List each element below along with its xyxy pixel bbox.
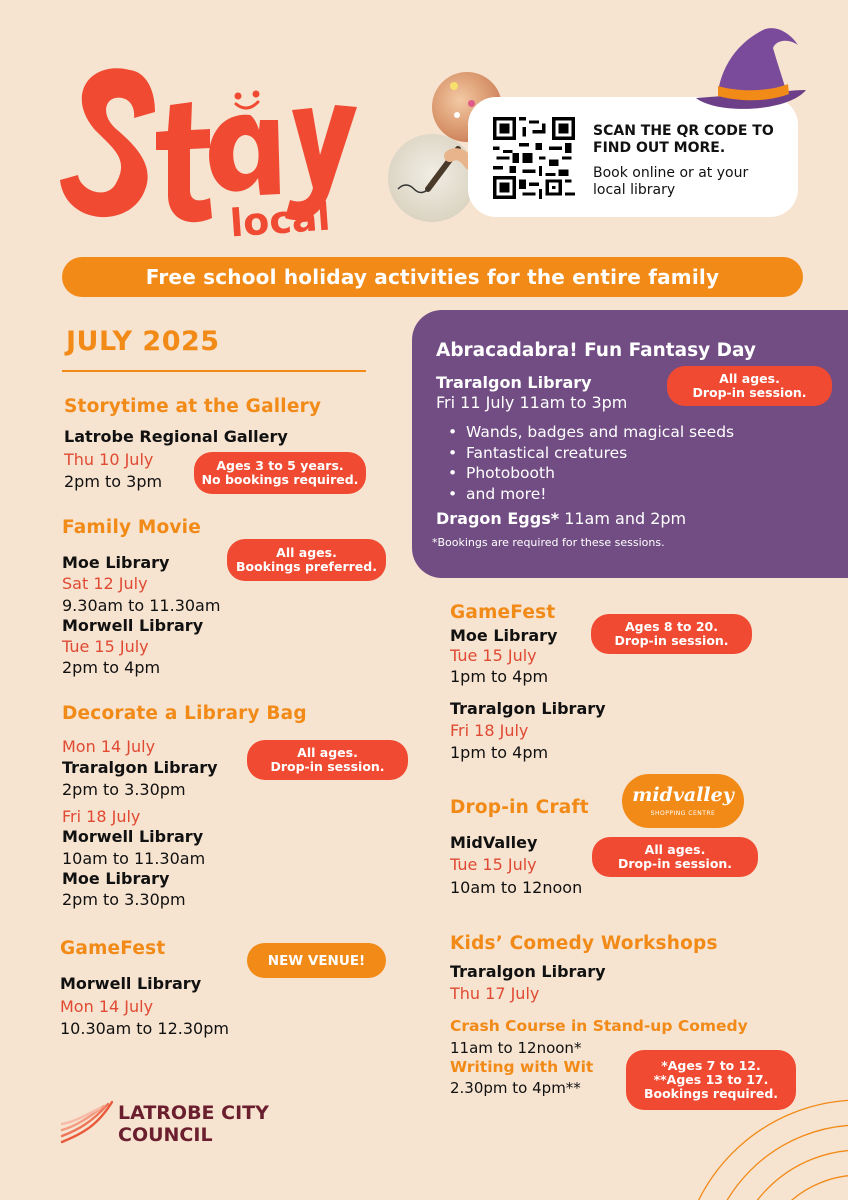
midvalley-logo-text: midvalley [632, 784, 734, 806]
bag-date-1: Mon 14 July [62, 737, 156, 756]
feature-venue: Traralgon Library [436, 373, 592, 392]
bag-date-2: Fri 18 July [62, 807, 141, 826]
gamefest-left-title: GameFest [60, 938, 166, 959]
craft-venue: MidValley [450, 833, 538, 852]
comedy-session-2: Writing with Wit [450, 1058, 594, 1076]
banner [62, 257, 803, 297]
svg-text:local: local [228, 194, 332, 246]
feature-note: *Bookings are required for these sessions. [432, 536, 665, 549]
storytime-time: 2pm to 3pm [64, 472, 163, 491]
movie-title: Family Movie [62, 517, 201, 538]
storytime-title: Storytime at the Gallery [64, 396, 322, 417]
banner-text: Free school holiday activities for the entire family [145, 265, 720, 289]
craft-time: 10am to 12noon [450, 878, 583, 897]
bag-pill: All ages. Drop-in session. [247, 740, 408, 780]
movie-pill: All ages. Bookings preferred. [227, 539, 386, 581]
movie-venue-1: Moe Library [62, 553, 170, 572]
gamefest-left-date: Mon 14 July [60, 997, 154, 1016]
feature-datetime: Fri 11 July 11am to 3pm [436, 393, 628, 412]
bag-venue-3: Moe Library [62, 869, 170, 888]
gamefest-right-time-1: 1pm to 4pm [450, 667, 549, 686]
movie-time-2: 2pm to 4pm [62, 658, 161, 677]
storytime-venue: Latrobe Regional Gallery [64, 427, 288, 446]
comedy-time-1: 11am to 12noon* [450, 1039, 582, 1057]
craft-title: Drop-in Craft [450, 797, 589, 818]
comedy-session-1: Crash Course in Stand-up Comedy [450, 1017, 748, 1035]
month-heading: JULY 2025 [66, 326, 220, 357]
gamefest-right-title: GameFest [450, 602, 556, 623]
movie-date-2: Tue 15 July [62, 637, 149, 656]
feature-box [412, 310, 848, 578]
bag-time-1: 2pm to 3.30pm [62, 780, 186, 799]
movie-venue-2: Morwell Library [62, 616, 204, 635]
gamefest-right-time-2: 1pm to 4pm [450, 743, 549, 762]
comedy-venue: Traralgon Library [450, 962, 606, 981]
council-name-2: COUNCIL [118, 1124, 213, 1146]
bag-venue-1: Traralgon Library [62, 758, 218, 777]
bag-title: Decorate a Library Bag [62, 703, 307, 724]
witch-hat-icon [688, 20, 813, 120]
craft-pill: All ages. Drop-in session. [592, 837, 758, 877]
dragon-eggs-label: Dragon Eggs* [436, 509, 560, 528]
qr-subtitle: Book online or at your local library [593, 165, 749, 198]
midvalley-logo [622, 774, 744, 828]
feature-title: Abracadabra! Fun Fantasy Day [436, 340, 756, 361]
gamefest-right-date-1: Tue 15 July [450, 646, 537, 665]
gamefest-left-venue: Morwell Library [60, 974, 202, 993]
movie-time-1: 9.30am to 11.30am [62, 596, 221, 615]
storytime-pill: Ages 3 to 5 years. No bookings required. [194, 452, 366, 494]
gamefest-left-time: 10.30am to 12.30pm [60, 1019, 229, 1038]
feature-item: • Photobooth [448, 463, 734, 484]
new-venue-badge: NEW VENUE! [247, 943, 386, 978]
comedy-pill: *Ages 7 to 12. **Ages 13 to 17. Bookings required. [626, 1050, 796, 1110]
stay-local-logo [60, 50, 380, 250]
movie-date-1: Sat 12 July [62, 574, 148, 593]
qr-title: SCAN THE QR CODE TO FIND OUT MORE. [593, 123, 774, 156]
feature-pill: All ages. Drop-in session. [667, 366, 832, 406]
feature-item: • Fantastical creatures [448, 443, 734, 464]
dragon-eggs-time: 11am and 2pm [559, 509, 687, 528]
gamefest-right-date-2: Fri 18 July [450, 721, 529, 740]
bag-venue-2: Morwell Library [62, 827, 204, 846]
comedy-time-2: 2.30pm to 4pm** [450, 1079, 581, 1097]
gamefest-right-pill: Ages 8 to 20. Drop-in session. [591, 614, 752, 654]
gamefest-right-venue-2: Traralgon Library [450, 699, 606, 718]
midvalley-logo-subtext: SHOPPING CENTRE [650, 810, 716, 817]
month-divider [62, 370, 366, 372]
craft-date: Tue 15 July [450, 855, 537, 874]
dragon-eggs-line [436, 509, 686, 528]
comedy-title: Kids’ Comedy Workshops [450, 933, 718, 954]
feature-item: • and more! [448, 484, 734, 505]
bag-time-2: 10am to 11.30am [62, 849, 206, 868]
council-logo-icon [60, 1098, 116, 1144]
qr-code[interactable] [493, 117, 575, 199]
feature-list [448, 422, 734, 504]
bag-time-3: 2pm to 3.30pm [62, 890, 186, 909]
drawing-photo [388, 134, 476, 222]
storytime-date: Thu 10 July [64, 450, 154, 469]
comedy-date: Thu 17 July [450, 984, 540, 1003]
gamefest-right-venue-1: Moe Library [450, 626, 558, 645]
feature-item: • Wands, badges and magical seeds [448, 422, 734, 443]
council-name-1: LATROBE CITY [118, 1102, 269, 1124]
